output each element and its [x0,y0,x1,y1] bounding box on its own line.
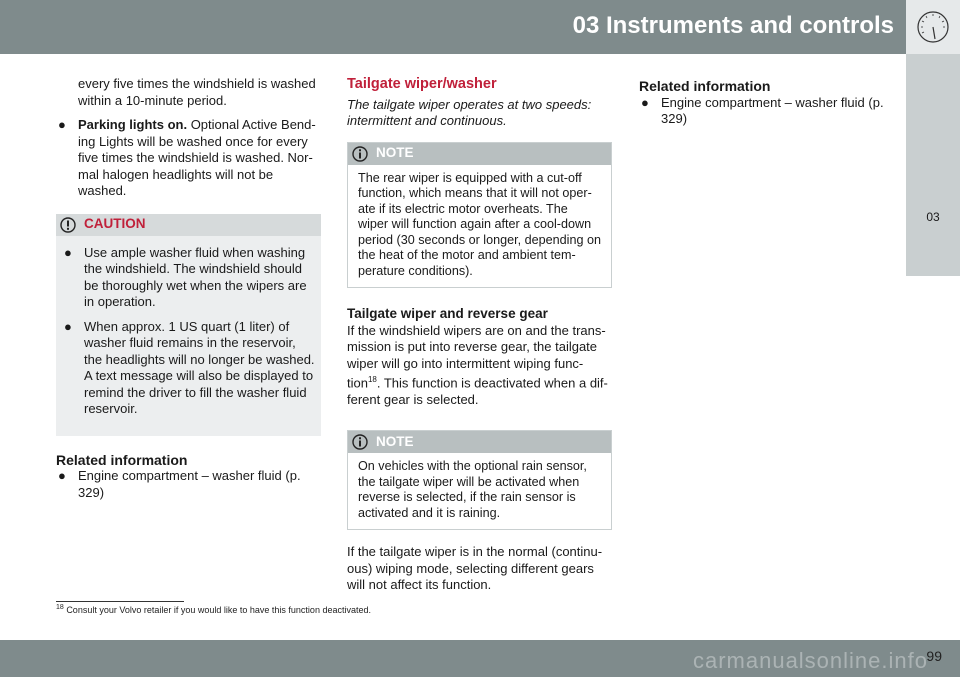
related-link[interactable] [56,468,321,501]
chapter-title: 03 Instruments and controls [572,12,894,39]
info-icon [352,146,368,162]
footnote-rule [56,601,184,602]
bullet-bold: Parking lights on. [78,117,188,132]
column-1 [56,76,321,509]
related-list [56,468,321,501]
gauge-icon [906,0,960,54]
paragraph: If the tailgate wiper is in the normal (continu-ous) wiping mode, selecting different gears will not affect its function. [347,544,603,593]
bullet-text: Optional Active Bend-ing Lights will be washed once for every five times the windshield is washed. Nor-mal halogen headlights will not be washed. [78,117,316,198]
related-info-heading: Related information [639,78,771,94]
note-header [348,431,611,453]
page-header [0,0,960,54]
note-text: On vehicles with the optional rain sensor, the tailgate wiper will be activated when reverse is selected, if the rain sensor is activated and it is raining. [358,459,587,520]
paragraph [347,323,612,409]
caution-title: CAUTION [84,216,146,232]
note-title: NOTE [376,434,414,450]
caution-item-text: Use ample washer fluid when washing the windshield. The windshield should be thoroughly wet when the wipers are in operation. [84,244,307,309]
footnote [56,604,371,615]
bullet-icon: ● [641,94,649,110]
related-list [639,95,889,128]
related-link-text[interactable]: Engine compartment – washer fluid (p. 329) [661,94,884,126]
note-title: NOTE [376,145,414,161]
paragraph-text: . This function is deactivated when a dif-ferent gear is selected. [347,375,608,407]
related-link-text[interactable]: Engine compartment – washer fluid (p. 329) [78,468,301,500]
caution-header [56,214,321,236]
caution-list [62,245,315,418]
note-header [348,143,611,165]
bullet-icon: ● [58,117,66,132]
continuation-text: every five times the windshield is washed within a 10-minute period. [78,76,316,108]
note-box [347,142,612,289]
section-title: Tailgate wiper/washer [347,76,497,92]
subheading: Tailgate wiper and reverse gear [347,306,548,321]
footnote-ref: 18 [367,375,377,384]
related-link[interactable] [639,95,889,128]
column-3 [639,78,889,136]
bullet-icon: ● [64,244,72,260]
bullet-list [56,117,321,200]
list-item [62,245,315,311]
footnote-number: 18 [56,604,64,611]
related-info-heading: Related information [56,451,188,468]
caution-box [56,214,321,436]
watermark: carmanualsonline.info [692,648,928,673]
warning-icon [60,217,76,233]
info-icon [352,434,368,450]
paragraph-text: If the windshield wipers are on and the trans-mission is put into reverse gear, the tailgate wiper will go into intermittent wiping func-tion [347,322,606,391]
side-margin [906,276,960,640]
gauge-icon-box [906,0,960,54]
chapter-tab-label: 03 [926,210,940,224]
section-intro: The tailgate wiper operates at two speeds: intermittent and continuous. [347,96,592,128]
column-2 [347,76,612,594]
list-item [62,319,315,418]
caution-item-text: When approx. 1 US quart (1 liter) of washer fluid remains in the reservoir, the headlights will no longer be washed. A text message will also be displayed to remind the driver to fill the washer fluid reservoir. [84,318,315,416]
note-box [347,430,612,530]
note-text: The rear wiper is equipped with a cut-off function, which means that it will not oper-ate if its electric motor overheats. The wiper will function again after a cool-down period (30 seconds or longer, depending on the heat of the motor and ambient tem-perature conditions). [358,170,601,278]
bullet-icon: ● [58,468,66,483]
list-item [56,117,321,200]
footnote-text: Consult your Volvo retailer if you would like to have this function deactivated. [66,605,371,615]
bullet-icon: ● [64,318,72,334]
chapter-tab [906,54,960,276]
page-number: 99 [926,648,942,664]
